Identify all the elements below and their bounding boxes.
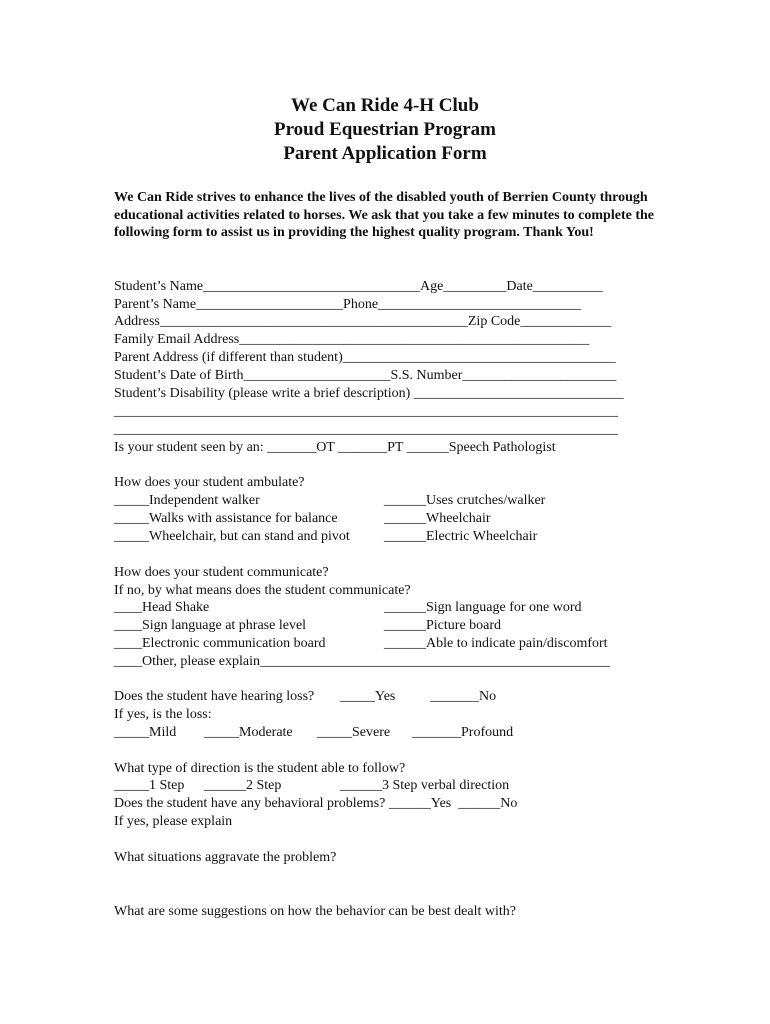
- hearing-severe-option[interactable]: _____Severe: [317, 725, 391, 740]
- hearing-mild-option[interactable]: _____Mild: [114, 725, 177, 740]
- aggravate-question: What situations aggravate the problem?: [114, 850, 337, 865]
- ambulate-option-assistance[interactable]: _____Walks with assistance for balance: [114, 511, 338, 526]
- hearing-yes-option[interactable]: _____Yes: [340, 689, 396, 704]
- disability-field[interactable]: Student’s Disability (please write a brief description) ______________________________: [114, 386, 624, 401]
- ambulate-option-crutches[interactable]: ______Uses crutches/walker: [384, 493, 546, 508]
- ambulate-option-independent[interactable]: _____Independent walker: [114, 493, 260, 508]
- hearing-no-option[interactable]: _______No: [430, 689, 497, 704]
- seen-by-line[interactable]: Is your student seen by an: _______OT _______PT ______Speech Pathologist: [114, 440, 556, 455]
- communicate-question: How does your student communicate?: [114, 565, 329, 580]
- form-title-club: We Can Ride 4-H Club: [291, 95, 479, 116]
- parent-address-field[interactable]: Parent Address (if different than student)_______________________________________: [114, 350, 616, 365]
- communicate-option-pain[interactable]: ______Able to indicate pain/discomfort: [384, 636, 608, 651]
- communicate-subquestion: If no, by what means does the student communicate?: [114, 583, 411, 598]
- direction-three-step-option[interactable]: ______3 Step verbal direction: [340, 778, 510, 793]
- dob-ssn-field[interactable]: Student’s Date of Birth_____________________S.S. Number______________________: [114, 368, 617, 383]
- hearing-profound-option[interactable]: _______Profound: [412, 725, 514, 740]
- behavior-explain-label: If yes, please explain: [114, 814, 233, 829]
- direction-two-step-option[interactable]: ______2 Step: [204, 778, 282, 793]
- suggestions-question: What are some suggestions on how the behavior can be best dealt with?: [114, 904, 516, 919]
- ambulate-option-pivot[interactable]: _____Wheelchair, but can stand and pivot: [114, 529, 350, 544]
- parent-name-field[interactable]: Parent’s Name_____________________Phone_____________________________: [114, 297, 582, 312]
- communicate-option-sign-phrase[interactable]: ____Sign language at phrase level: [114, 618, 307, 633]
- intro-paragraph: We Can Ride strives to enhance the lives of the disabled youth of Berrien County through educational activities related to horses. We ask that you take a few minutes to complete the following form to assist us in providing the highest quality program. Thank You!: [114, 190, 654, 241]
- communicate-option-sign-word[interactable]: ______Sign language for one word: [384, 600, 582, 615]
- hearing-moderate-option[interactable]: _____Moderate: [204, 725, 293, 740]
- communicate-option-head-shake[interactable]: ____Head Shake: [114, 600, 210, 615]
- ambulate-option-electric[interactable]: ______Electric Wheelchair: [384, 529, 538, 544]
- family-email-field[interactable]: Family Email Address__________________________________________________: [114, 332, 590, 347]
- disability-blank-line-1[interactable]: ________________________________________________________________________: [114, 404, 618, 419]
- student-name-field[interactable]: Student’s Name_______________________________Age_________Date__________: [114, 279, 603, 294]
- behavior-question[interactable]: Does the student have any behavioral problems? ______Yes ______No: [114, 796, 518, 811]
- communicate-option-electronic[interactable]: ____Electronic communication board: [114, 636, 326, 651]
- form-title-form: Parent Application Form: [283, 143, 487, 164]
- communicate-option-picture-board[interactable]: ______Picture board: [384, 618, 502, 633]
- direction-one-step-option[interactable]: _____1 Step: [114, 778, 185, 793]
- address-field[interactable]: Address____________________________________________Zip Code_____________: [114, 314, 612, 329]
- disability-blank-line-2[interactable]: ________________________________________________________________________: [114, 422, 618, 437]
- form-title-program: Proud Equestrian Program: [273, 119, 497, 140]
- communicate-other-field[interactable]: ____Other, please explain__________________________________________________: [114, 654, 611, 669]
- direction-question: What type of direction is the student able to follow?: [114, 761, 406, 776]
- hearing-question: Does the student have hearing loss?: [114, 689, 315, 704]
- ambulate-question: How does your student ambulate?: [114, 475, 305, 490]
- ambulate-option-wheelchair[interactable]: ______Wheelchair: [384, 511, 491, 526]
- hearing-loss-subquestion: If yes, is the loss:: [114, 707, 212, 722]
